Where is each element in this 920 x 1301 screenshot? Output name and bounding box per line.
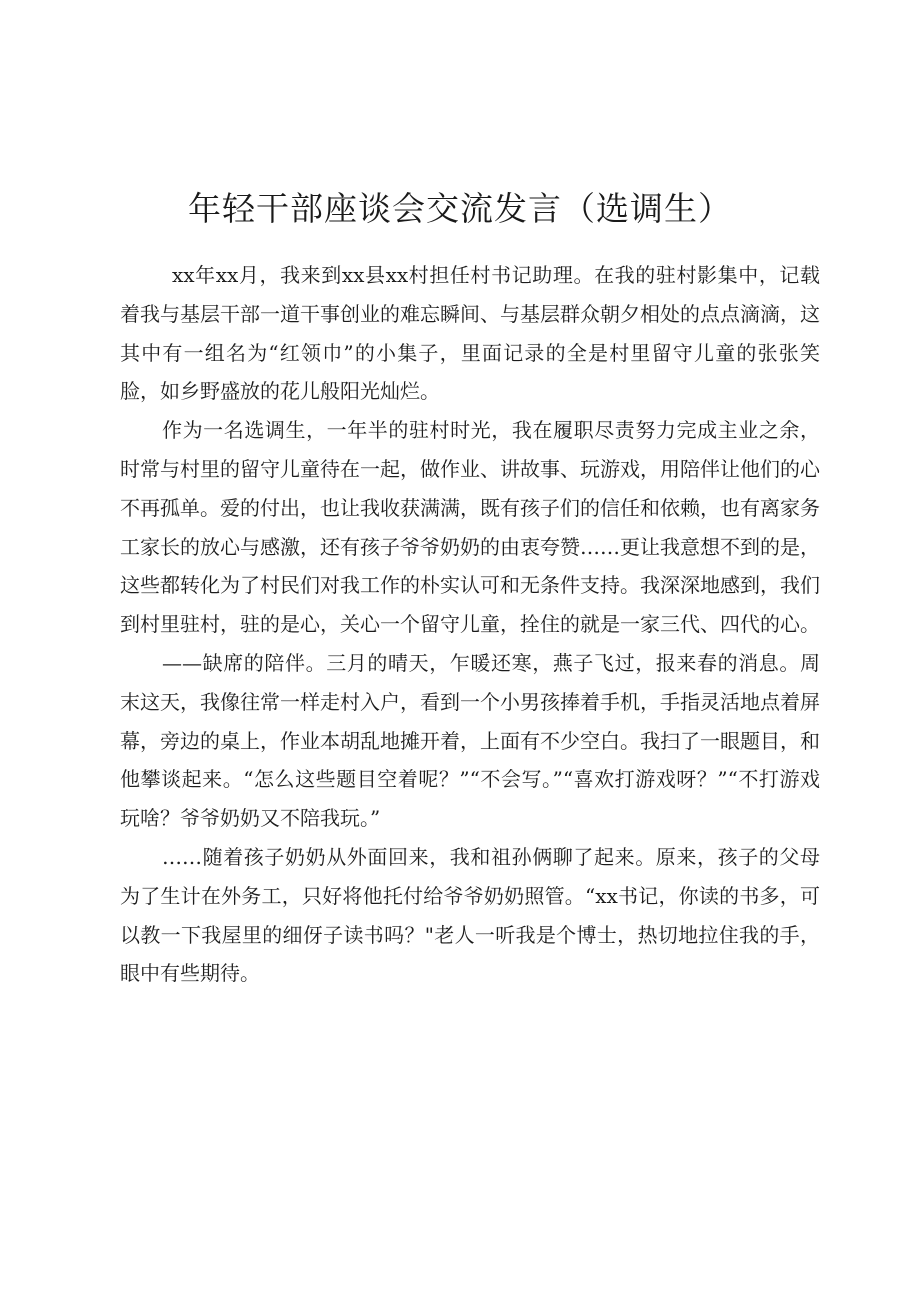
paragraph-2: 作为一名选调生，一年半的驻村时光，我在履职尽责努力完成主业之余，时常与村里的留守儿童待在一起，做作业、讲故事、玩游戏，用陪伴让他们的心不再孤单。爱的付出，也让我收获满满，既有孩子们的信任和依赖，也有离家务工家长的放心与感激，还有孩子爷爷奶奶的由衷夸赞……更让我意想不到的是，这些都转化为了村民们对我工作的朴实认可和无条件支持。我深深地感到，我们到村里驻村，驻的是心，关心一个留守儿童，拴住的就是一家三代、四代的心。: [120, 418, 820, 637]
document-body: [120, 256, 820, 993]
paragraph-3: ——缺席的陪伴。三月的晴天，乍暖还寒，燕子飞过，报来春的消息。周末这天，我像往常一样走村入户，看到一个小男孩捧着手机，手指灵活地点着屏幕，旁边的桌上，作业本胡乱地摊开着，上面有不少空白。我扫了一眼题目，和他攀谈起来。“怎么这些题目空着呢？”“不会写。”“喜欢打游戏呀？”“不打游戏玩啥？爷爷奶奶又不陪我玩。”: [120, 650, 820, 831]
paragraph-1: xx年xx月，我来到xx县xx村担任村书记助理。在我的驻村影集中，记载着我与基层干部一道干事创业的难忘瞬间、与基层群众朝夕相处的点点滴滴，这其中有一组名为“红领巾”的小集子，里面记录的全是村里留守儿童的张张笑脸，如乡野盛放的花儿般阳光灿烂。: [120, 263, 820, 404]
document-title: 年轻干部座谈会交流发言（选调生）: [188, 189, 732, 228]
paragraph-4: ……随着孩子奶奶从外面回来，我和祖孙俩聊了起来。原来，孩子的父母为了生计在外务工，只好将他托付给爷爷奶奶照管。“xx书记，你读的书多，可以教一下我屋里的细伢子读书吗？"老人一听我是个博士，热切地拉住我的手，眼中有些期待。: [120, 844, 820, 986]
